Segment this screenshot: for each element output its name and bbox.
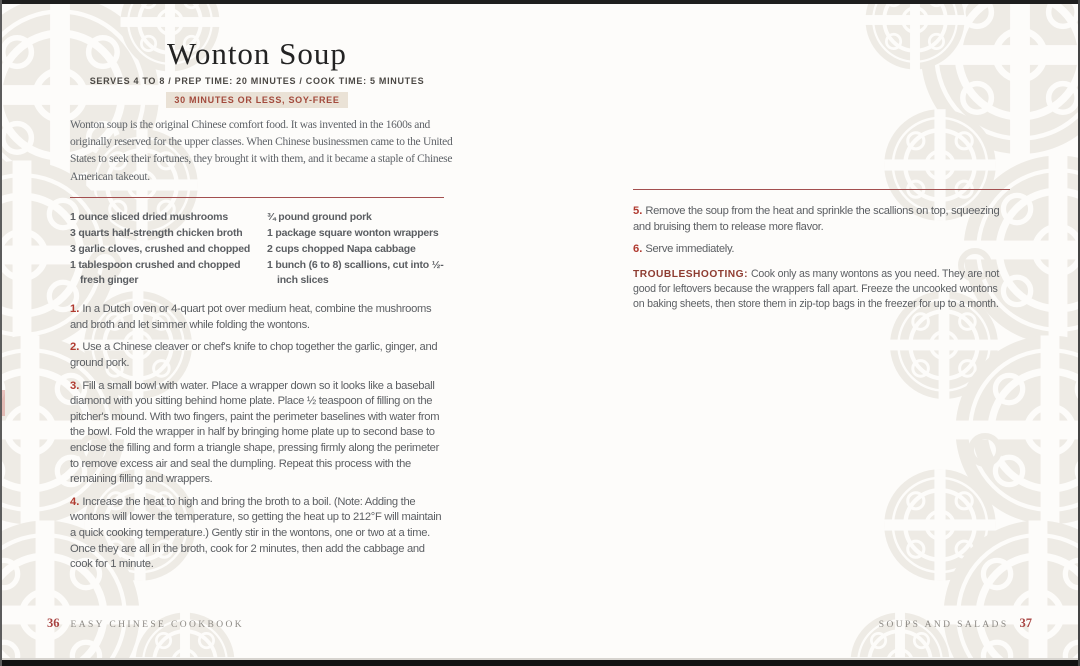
ingredient-item: 2 cups chopped Napa cabbage <box>267 242 416 255</box>
instruction-steps-left <box>70 302 444 573</box>
ingredient-item: 1 tablespoon crushed and chopped fresh ginger <box>70 258 241 286</box>
step-text: Increase the heat to high and bring the broth to a boil. (Note: Adding the wontons will lower the temperature, so getting the heat up to 212°F will maintain a quick cooking temperature.) Gently stir in the wontons, one or two at a time. Once they are all in the broth, cook for 2 minutes, then add the cabbage and cook for 1 minute. <box>70 495 442 571</box>
photo-edge-top <box>0 0 1080 4</box>
book-title: EASY CHINESE COOKBOOK <box>70 620 245 630</box>
step-6 <box>633 242 1010 258</box>
troubleshooting-note <box>633 267 1010 311</box>
troubleshooting-label: TROUBLESHOOTING: <box>633 268 748 280</box>
ingredient-item: 1 ounce sliced dried mushrooms <box>70 211 228 224</box>
step-text: In a Dutch oven or 4-quart pot over medium heat, combine the mushrooms and broth and let simmer while folding the wontons. <box>70 303 432 331</box>
ingredient-item: 1 bunch (6 to 8) scallions, cut into ½-inch slices <box>267 258 444 286</box>
instruction-steps-right <box>633 204 1010 258</box>
step-number: 1. <box>70 303 80 316</box>
recipe-meta-line: SERVES 4 TO 8 / PREP TIME: 20 MINUTES / COOK TIME: 5 MINUTES <box>89 76 425 86</box>
ingredient-item: 3 quarts half-strength chicken broth <box>70 227 243 240</box>
ingredient-column-2 <box>267 210 444 288</box>
page-number-left: 36 <box>47 616 60 630</box>
recipe-title: Wonton Soup <box>167 36 347 71</box>
troubleshooting-text: Cook only as many wontons as you need. They are not good for leftovers because the wrappers fall apart. Freeze the uncooked wontons on baking sheets, then store them in zip-top bags in the freezer for up to a month. <box>633 267 1000 310</box>
ingredient-item: 1 package square wonton wrappers <box>267 227 439 240</box>
step-5 <box>633 204 1010 235</box>
step-text: Use a Chinese cleaver or chef's knife to chop together the garlic, ginger, and ground pork. <box>70 341 438 370</box>
chapter-title: SOUPS AND SALADS <box>878 620 1009 630</box>
ingredient-list <box>70 210 444 288</box>
page-number-right: 37 <box>1019 616 1032 630</box>
step-text: Remove the soup from the heat and sprinkle the scallions on top, squeezing and bruising them to release more flavor. <box>633 205 1000 233</box>
step-number: 3. <box>70 379 80 392</box>
page-marker-sliver <box>2 390 5 416</box>
step-number: 5. <box>633 205 643 217</box>
ingredient-item: 3 garlic cloves, crushed and chopped <box>70 242 251 255</box>
ingredient-column-1 <box>70 210 267 288</box>
step-text: Fill a small bowl with water. Place a wrapper down so it looks like a baseball diamond with you sitting behind home plate. Place ½ teaspoon of filling on the pitcher's mound. With two fingers, paint the perimeter baselines with water from the bowl. Fold the wrapper in half by bringing home plate up to second base to enclose the filling and form a triangle shape, pressing firmly along the perimeter to remove excess air and seal the dumpling. Repeat this process with the remaining filling and wrappers. <box>70 379 440 486</box>
step-text: Serve immediately. <box>645 243 735 256</box>
recipe-header <box>70 38 444 108</box>
photo-edge-left <box>0 0 2 666</box>
ingredient-item: ¾ pound ground pork <box>267 211 372 224</box>
step-1 <box>70 302 444 333</box>
photo-edge-bottom <box>0 660 1080 666</box>
recipe-intro: Wonton soup is the original Chinese comfort food. It was invented in the 1600s and originally reserved for the upper classes. When Chinese businessmen came to the United States to seek their fortunes, they brought it with them, and it became a staple of Chinese American takeout. <box>70 119 453 183</box>
step-4 <box>70 495 444 573</box>
step-2 <box>70 340 444 371</box>
right-page <box>633 180 1010 322</box>
footer-right <box>879 616 1032 631</box>
divider-rule-right <box>633 189 1010 190</box>
footer-left <box>47 616 244 631</box>
step-number: 4. <box>70 495 80 508</box>
left-page <box>70 36 453 580</box>
step-3 <box>70 379 444 488</box>
step-number: 2. <box>70 341 80 354</box>
step-number: 6. <box>633 243 643 256</box>
divider-rule-left <box>70 197 444 198</box>
recipe-tag-badge: 30 MINUTES OR LESS, SOY-FREE <box>166 92 347 108</box>
